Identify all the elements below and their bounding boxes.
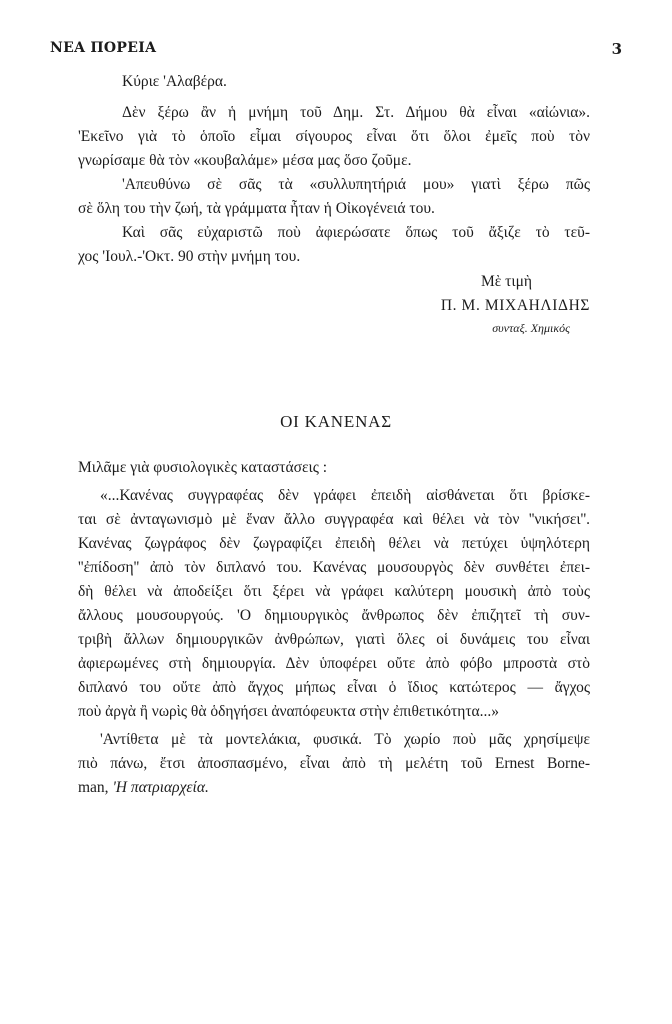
quote-line: ποὺ ἀργὰ ἢ νωρὶς θὰ ὁδηγήσει ἀναπόφευκτα στὴν ἐπιθετικότητα...» xyxy=(78,703,500,720)
closing-line: πιὸ πάνω, ἔτσι ἀποσπασμένο, εἶναι ἀπὸ τὴ μελέτη τοῦ Ernest Borne- xyxy=(78,755,590,772)
closing-line-last xyxy=(78,778,209,798)
running-head: ΝΕΑ ΠΟΡΕΙΑ xyxy=(50,40,157,56)
quote-line: Κανένας ζωγράφος δὲν ζωγραφίζει ἐπειδὴ θέλει νὰ πετύχει ὑψηλότερη xyxy=(78,535,590,552)
quote-line: διπλανό του οὔτε ἀπὸ ἄγχος μήπως εἶναι ὁ ἴδιος κατώτερος — ἄγχος xyxy=(78,679,590,696)
quote-line: ται σὲ ἀνταγωνισμὸ μὲ ἕναν ἄλλο συγγραφέα καὶ θέλει νὰ τὸν ''νικήσει''. xyxy=(78,511,590,528)
book-title: 'Η πατριαρχεία. xyxy=(112,779,209,796)
quote-line: ''ἐπίδοση'' ἀπὸ τὸν διπλανό του. Κανένας μουσουργὸς δὲν συνθέτει ἐπει- xyxy=(78,559,590,576)
closing-line-prefix: man, xyxy=(78,779,113,796)
article-intro: Μιλᾶμε γιὰ φυσιολογικὲς καταστάσεις : xyxy=(78,459,328,476)
letter-line: 'Απευθύνω σὲ σᾶς τὰ «συλλυπητήριά μου» γιατὶ ξέρω πῶς xyxy=(122,176,590,193)
letter-line: Δὲν ξέρω ἂν ἡ μνήμη τοῦ Δημ. Στ. Δήμου θὰ εἶναι «αἰώνια». xyxy=(122,104,590,121)
letter-line: σὲ ὅλη του τὴν ζωή, τὰ γράμματα ἦταν ἡ Οἰκογένειά του. xyxy=(78,200,435,217)
quote-line: ἄλλους μουσουργούς. 'Ο δημιουργικὸς ἄνθρωπος δὲν ἐπιζητεῖ τὴ συν- xyxy=(78,607,590,624)
article-block xyxy=(78,458,590,796)
letter-line: γνωρίσαμε θὰ τὸν «κουβαλάμε» μέσα μας ὅσο ζοῦμε. xyxy=(78,152,412,169)
page-number: 3 xyxy=(611,40,622,58)
article-title: ΟΙ ΚΑΝΕΝΑΣ xyxy=(280,412,392,431)
letter-salutation: Κύριε 'Αλαβέρα. xyxy=(122,73,227,90)
letter-line: χος 'Ιουλ.-'Οκτ. 90 στὴν μνήμη του. xyxy=(78,248,301,265)
signature-name: Π. Μ. ΜΙΧΑΗΛΙΔΗΣ xyxy=(440,297,590,314)
letter-line: Καὶ σᾶς εὐχαριστῶ ποὺ ἀφιερώσατε ὅπως τοῦ ἄξιζε τὸ τεῦ- xyxy=(122,224,590,241)
quote-line: δὴ θέλει νὰ ἀποδείξει ὅτι ξέρει νὰ γράφει καλύτερη μουσικὴ ἀπὸ τοὺς xyxy=(78,583,590,600)
closing-line: 'Αντίθετα μὲ τὰ μοντελάκια, φυσικά. Τὸ χωρίο ποὺ μᾶς χρησίμεψε xyxy=(100,731,590,748)
letter-line: 'Εκεῖνο γιὰ τὸ ὁποῖο εἶμαι σίγουρος εἶναι ὅτι ὅλοι ἐμεῖς ποὺ τὸν xyxy=(78,128,590,145)
letter-closing: Μὲ τιμὴ xyxy=(481,273,532,290)
quote-line: ἀφιερωμένες στὴ δημιουργία. Δὲν ὑποφέρει οὔτε ἀπὸ φόβο μπροστὰ στὸ xyxy=(78,655,590,672)
signature-title: συνταξ. Χημικός xyxy=(492,321,570,335)
quote-line: τριβὴ ἄλλων δημιουργικῶν ἀνθρώπων, γιατὶ ὅλες οἱ δυνάμεις του εἶναι xyxy=(78,631,590,648)
page-header xyxy=(50,40,622,60)
letter-block xyxy=(78,72,590,342)
quote-line: «...Κανένας συγγραφέας δὲν γράφει ἐπειδὴ αἰσθάνεται ὅτι βρίσκε- xyxy=(100,487,590,504)
